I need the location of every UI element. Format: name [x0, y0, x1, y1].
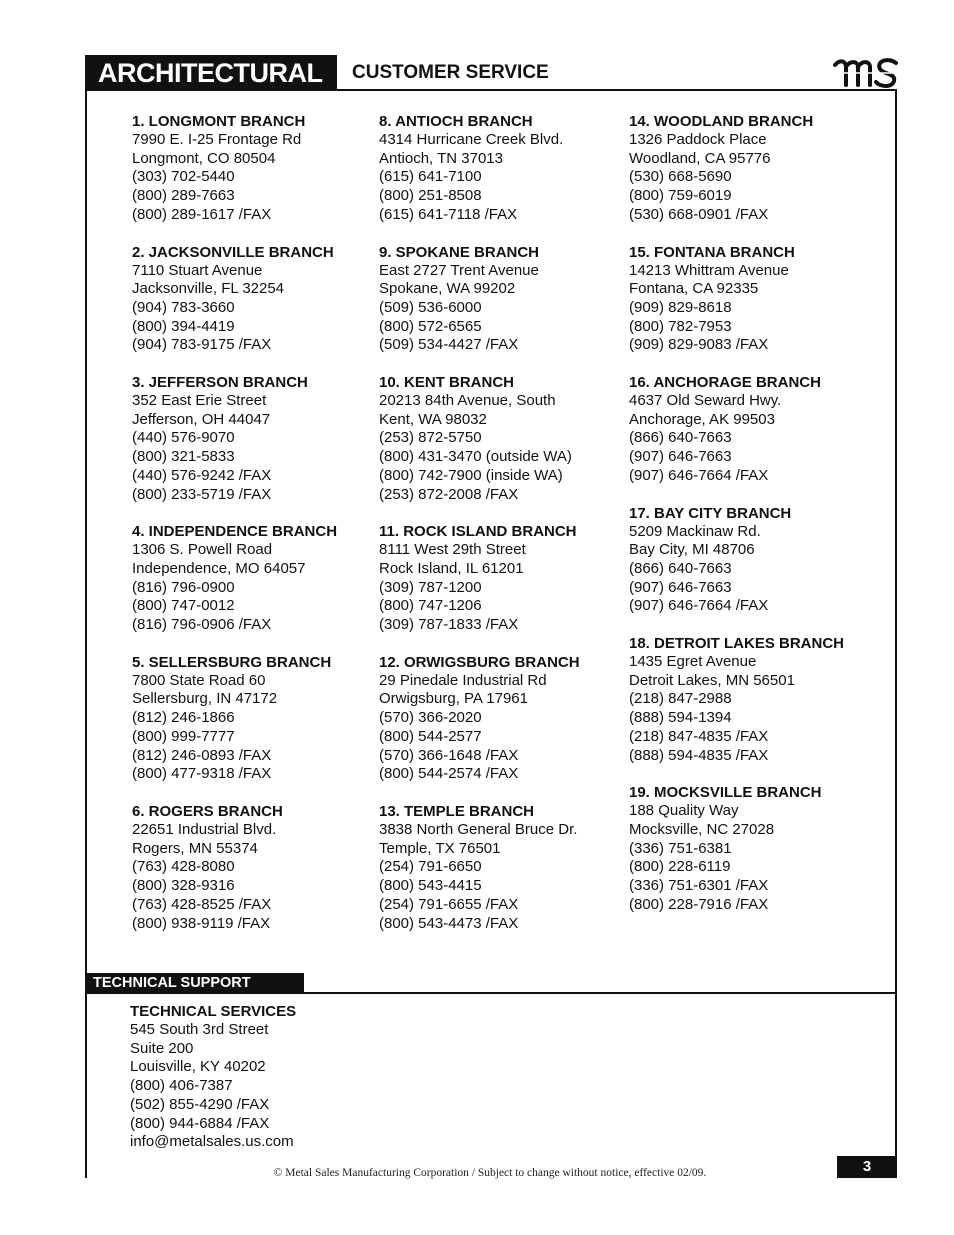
branch-detail-line: (907) 646-7663: [629, 448, 732, 466]
branch-detail-line: (866) 640-7663: [629, 559, 732, 577]
branch-detail-line: (800) 544-2574 /FAX: [379, 765, 519, 783]
branch-detail-line: 1306 S. Powell Road: [132, 541, 273, 559]
branch-detail-line: (253) 872-2008 /FAX: [379, 485, 519, 503]
branch-detail-line: Jefferson, OH 44047: [132, 410, 271, 428]
branch-detail-line: (866) 640-7663: [629, 429, 732, 447]
branch-detail-line: (570) 366-1648 /FAX: [379, 746, 519, 764]
branch-detail-line: (530) 668-5690: [629, 168, 732, 186]
branch-block: [132, 653, 337, 784]
branch-detail-line: 20213 84th Avenue, South: [379, 392, 556, 410]
branch-name: 13. TEMPLE BRANCH: [379, 802, 535, 820]
technical-support-rule: [85, 992, 897, 994]
branch-detail-line: Rogers, MN 55374: [132, 839, 258, 857]
branch-detail-line: (763) 428-8080: [132, 858, 235, 876]
branch-detail-line: Bay City, MI 48706: [629, 541, 755, 559]
branch-detail-line: (816) 796-0900: [132, 578, 235, 596]
branch-detail-line: 4637 Old Seward Hwy.: [629, 392, 782, 410]
branch-detail-line: Orwigsburg, PA 17961: [379, 690, 528, 708]
top-rule: [85, 89, 897, 91]
branch-block: [132, 373, 337, 504]
right-rule-lower: [895, 994, 897, 1156]
branch-detail-line: (800) 251-8508: [379, 187, 482, 205]
branch-detail-line: (309) 787-1833 /FAX: [379, 616, 519, 634]
technical-services-block: [130, 1002, 296, 1152]
branch-block: [132, 112, 337, 225]
branch-detail-line: Fontana, CA 92335: [629, 280, 759, 298]
branch-block: [629, 783, 844, 914]
branch-detail-line: 3838 North General Bruce Dr.: [379, 820, 578, 838]
branch-detail-line: (812) 246-1866: [132, 709, 235, 727]
branch-detail-line: (800) 747-1206: [379, 597, 482, 615]
branch-block: [379, 112, 580, 225]
branch-detail-line: (336) 751-6301 /FAX: [629, 877, 769, 895]
branch-detail-line: Rock Island, IL 61201: [379, 559, 524, 577]
branch-detail-line: (336) 751-6381: [629, 839, 732, 857]
branch-detail-line: (309) 787-1200: [379, 578, 482, 596]
branch-detail-line: (907) 646-7663: [629, 578, 732, 596]
technical-support-tab: TECHNICAL SUPPORT: [85, 973, 304, 994]
branch-detail-line: (800) 543-4473 /FAX: [379, 914, 519, 932]
branch-detail-line: (800) 321-5833: [132, 448, 235, 466]
branch-detail-line: (254) 791-6655 /FAX: [379, 895, 519, 913]
branch-block: [132, 802, 337, 933]
branch-detail-line: (800) 759-6019: [629, 187, 732, 205]
branch-detail-line: (800) 289-1617 /FAX: [132, 205, 272, 223]
branch-name: 18. DETROIT LAKES BRANCH: [629, 635, 845, 653]
branch-detail-line: (907) 646-7664 /FAX: [629, 597, 769, 615]
branch-detail-line: (800) 431-3470 (outside WA): [379, 448, 572, 466]
branch-detail-line: (218) 847-4835 /FAX: [629, 727, 769, 745]
branch-detail-line: (800) 544-2577: [379, 727, 482, 745]
branch-detail-line: 29 Pinedale Industrial Rd: [379, 671, 547, 689]
branch-detail-line: 1326 Paddock Place: [629, 131, 767, 148]
branch-detail-line: (800) 233-5719 /FAX: [132, 485, 272, 503]
technical-services-line: Suite 200: [130, 1039, 194, 1057]
branch-block: [379, 243, 580, 356]
branch-detail-line: Longmont, CO 80504: [132, 149, 276, 167]
branch-detail-line: Temple, TX 76501: [379, 839, 501, 857]
branch-detail-line: (888) 594-4835 /FAX: [629, 746, 769, 764]
branch-detail-line: Sellersburg, IN 47172: [132, 690, 278, 708]
branch-name: 1. LONGMONT BRANCH: [132, 113, 306, 130]
branch-detail-line: Antioch, TN 37013: [379, 149, 503, 167]
branch-name: 4. INDEPENDENCE BRANCH: [132, 523, 338, 541]
branch-name: 3. JEFFERSON BRANCH: [132, 374, 308, 392]
branch-detail-line: (800) 394-4419: [132, 317, 235, 335]
branch-detail-line: (909) 829-8618: [629, 298, 732, 316]
branch-detail-line: (904) 783-3660: [132, 298, 235, 316]
branch-detail-line: (509) 536-6000: [379, 298, 482, 316]
branch-detail-line: 1435 Egret Avenue: [629, 653, 757, 671]
branch-name: 9. SPOKANE BRANCH: [379, 243, 540, 261]
branch-detail-line: (816) 796-0906 /FAX: [132, 616, 272, 634]
page-number: 3: [837, 1156, 897, 1178]
left-rule: [85, 89, 87, 1178]
branch-detail-line: 8111 West 29th Street: [379, 541, 526, 559]
branch-block: [132, 243, 337, 356]
branch-name: 15. FONTANA BRANCH: [629, 243, 795, 261]
branch-detail-line: (812) 246-0893 /FAX: [132, 746, 272, 764]
branch-detail-line: (800) 999-7777: [132, 727, 235, 745]
branch-detail-line: (800) 572-6565: [379, 317, 482, 335]
branch-name: 16. ANCHORAGE BRANCH: [629, 374, 821, 392]
branch-block: [379, 373, 580, 504]
branch-detail-line: (800) 228-6119: [629, 858, 731, 876]
branch-block: [629, 112, 844, 225]
copyright-note: © Metal Sales Manufacturing Corporation / Subject to change without notice, effective 02/09.: [273, 1167, 707, 1179]
branch-detail-line: (800) 742-7900 (inside WA): [379, 466, 563, 484]
branch-detail-line: 22651 Industrial Blvd.: [132, 820, 277, 838]
branch-detail-line: (303) 702-5440: [132, 168, 235, 186]
branch-detail-line: (904) 783-9175 /FAX: [132, 336, 272, 354]
technical-services-title: TECHNICAL SERVICES: [130, 1003, 297, 1020]
branch-name: 2. JACKSONVILLE BRANCH: [132, 243, 334, 261]
technical-services-line: (800) 406-7387: [130, 1077, 233, 1095]
technical-services-line: Louisville, KY 40202: [130, 1058, 266, 1076]
ms-logo-icon: [832, 55, 900, 91]
branch-detail-line: (440) 576-9070: [132, 429, 235, 447]
branch-detail-line: (509) 534-4427 /FAX: [379, 336, 519, 354]
branch-detail-line: (254) 791-6650: [379, 858, 482, 876]
branch-detail-line: (570) 366-2020: [379, 709, 482, 727]
branch-detail-line: 7990 E. I-25 Frontage Rd: [132, 131, 302, 148]
branch-detail-line: 7800 State Road 60: [132, 671, 266, 689]
branch-detail-line: (909) 829-9083 /FAX: [629, 336, 769, 354]
architectural-tab: ARCHITECTURAL: [85, 55, 337, 91]
branch-name: 6. ROGERS BRANCH: [132, 802, 283, 820]
section-title: CUSTOMER SERVICE: [352, 62, 549, 83]
technical-services-line: 545 South 3rd Street: [130, 1021, 269, 1038]
branch-column-1: [132, 112, 337, 951]
branch-detail-line: East 2727 Trent Avenue: [379, 261, 539, 279]
branch-name: 14. WOODLAND BRANCH: [629, 113, 814, 130]
branch-detail-line: Anchorage, AK 99503: [629, 410, 775, 428]
branch-column-3: [629, 112, 844, 933]
branch-detail-line: (800) 328-9316: [132, 877, 235, 895]
branch-detail-line: 5209 Mackinaw Rd.: [629, 522, 761, 540]
branch-detail-line: Detroit Lakes, MN 56501: [629, 671, 795, 689]
branch-detail-line: (440) 576-9242 /FAX: [132, 466, 272, 484]
branch-detail-line: (800) 477-9318 /FAX: [132, 765, 272, 783]
branch-name: 8. ANTIOCH BRANCH: [379, 113, 533, 130]
branch-detail-line: Woodland, CA 95776: [629, 149, 771, 167]
branch-name: 5. SELLERSBURG BRANCH: [132, 653, 332, 671]
branch-block: [379, 653, 580, 784]
branch-detail-line: (218) 847-2988: [629, 690, 732, 708]
branch-column-2: [379, 112, 580, 951]
branch-detail-line: (800) 289-7663: [132, 187, 235, 205]
branch-detail-line: (615) 641-7118 /FAX: [379, 205, 518, 223]
branch-detail-line: Kent, WA 98032: [379, 410, 487, 428]
branch-block: [132, 522, 337, 635]
email-link[interactable]: info@metalsales.us.com: [130, 1133, 294, 1151]
branch-detail-line: Independence, MO 64057: [132, 559, 306, 577]
branch-detail-line: 14213 Whittram Avenue: [629, 261, 789, 279]
branch-detail-line: (763) 428-8525 /FAX: [132, 895, 272, 913]
branch-name: 19. MOCKSVILLE BRANCH: [629, 784, 822, 802]
branch-block: [629, 243, 844, 356]
right-rule: [895, 89, 897, 994]
branch-detail-line: (530) 668-0901 /FAX: [629, 205, 769, 223]
branch-detail-line: Spokane, WA 99202: [379, 280, 516, 298]
branch-detail-line: Jacksonville, FL 32254: [132, 280, 285, 298]
technical-services-line: (800) 944-6884 /FAX: [130, 1114, 270, 1132]
branch-name: 12. ORWIGSBURG BRANCH: [379, 653, 580, 671]
branch-detail-line: (888) 594-1394: [629, 709, 732, 727]
branch-block: [629, 373, 844, 486]
branch-detail-line: (800) 543-4415: [379, 877, 482, 895]
branch-name: 10. KENT BRANCH: [379, 374, 515, 392]
branch-block: [379, 522, 580, 635]
branch-block: [379, 802, 580, 933]
technical-services-line: (502) 855-4290 /FAX: [130, 1095, 270, 1113]
branch-name: 17. BAY CITY BRANCH: [629, 504, 792, 522]
branch-detail-line: Mocksville, NC 27028: [629, 820, 775, 838]
branch-detail-line: (253) 872-5750: [379, 429, 482, 447]
branch-detail-line: 188 Quality Way: [629, 802, 739, 820]
branch-detail-line: (800) 938-9119 /FAX: [132, 914, 271, 932]
branch-detail-line: (800) 747-0012: [132, 597, 235, 615]
branch-block: [629, 504, 844, 617]
branch-detail-line: 7110 Stuart Avenue: [132, 261, 263, 279]
branch-detail-line: (800) 228-7916 /FAX: [629, 895, 769, 913]
branch-detail-line: (907) 646-7664 /FAX: [629, 466, 769, 484]
branch-detail-line: (800) 782-7953: [629, 317, 732, 335]
branch-detail-line: (615) 641-7100: [379, 168, 482, 186]
branch-name: 11. ROCK ISLAND BRANCH: [379, 523, 577, 541]
branch-detail-line: 352 East Erie Street: [132, 392, 267, 410]
branch-block: [629, 634, 844, 765]
branch-detail-line: 4314 Hurricane Creek Blvd.: [379, 131, 564, 148]
